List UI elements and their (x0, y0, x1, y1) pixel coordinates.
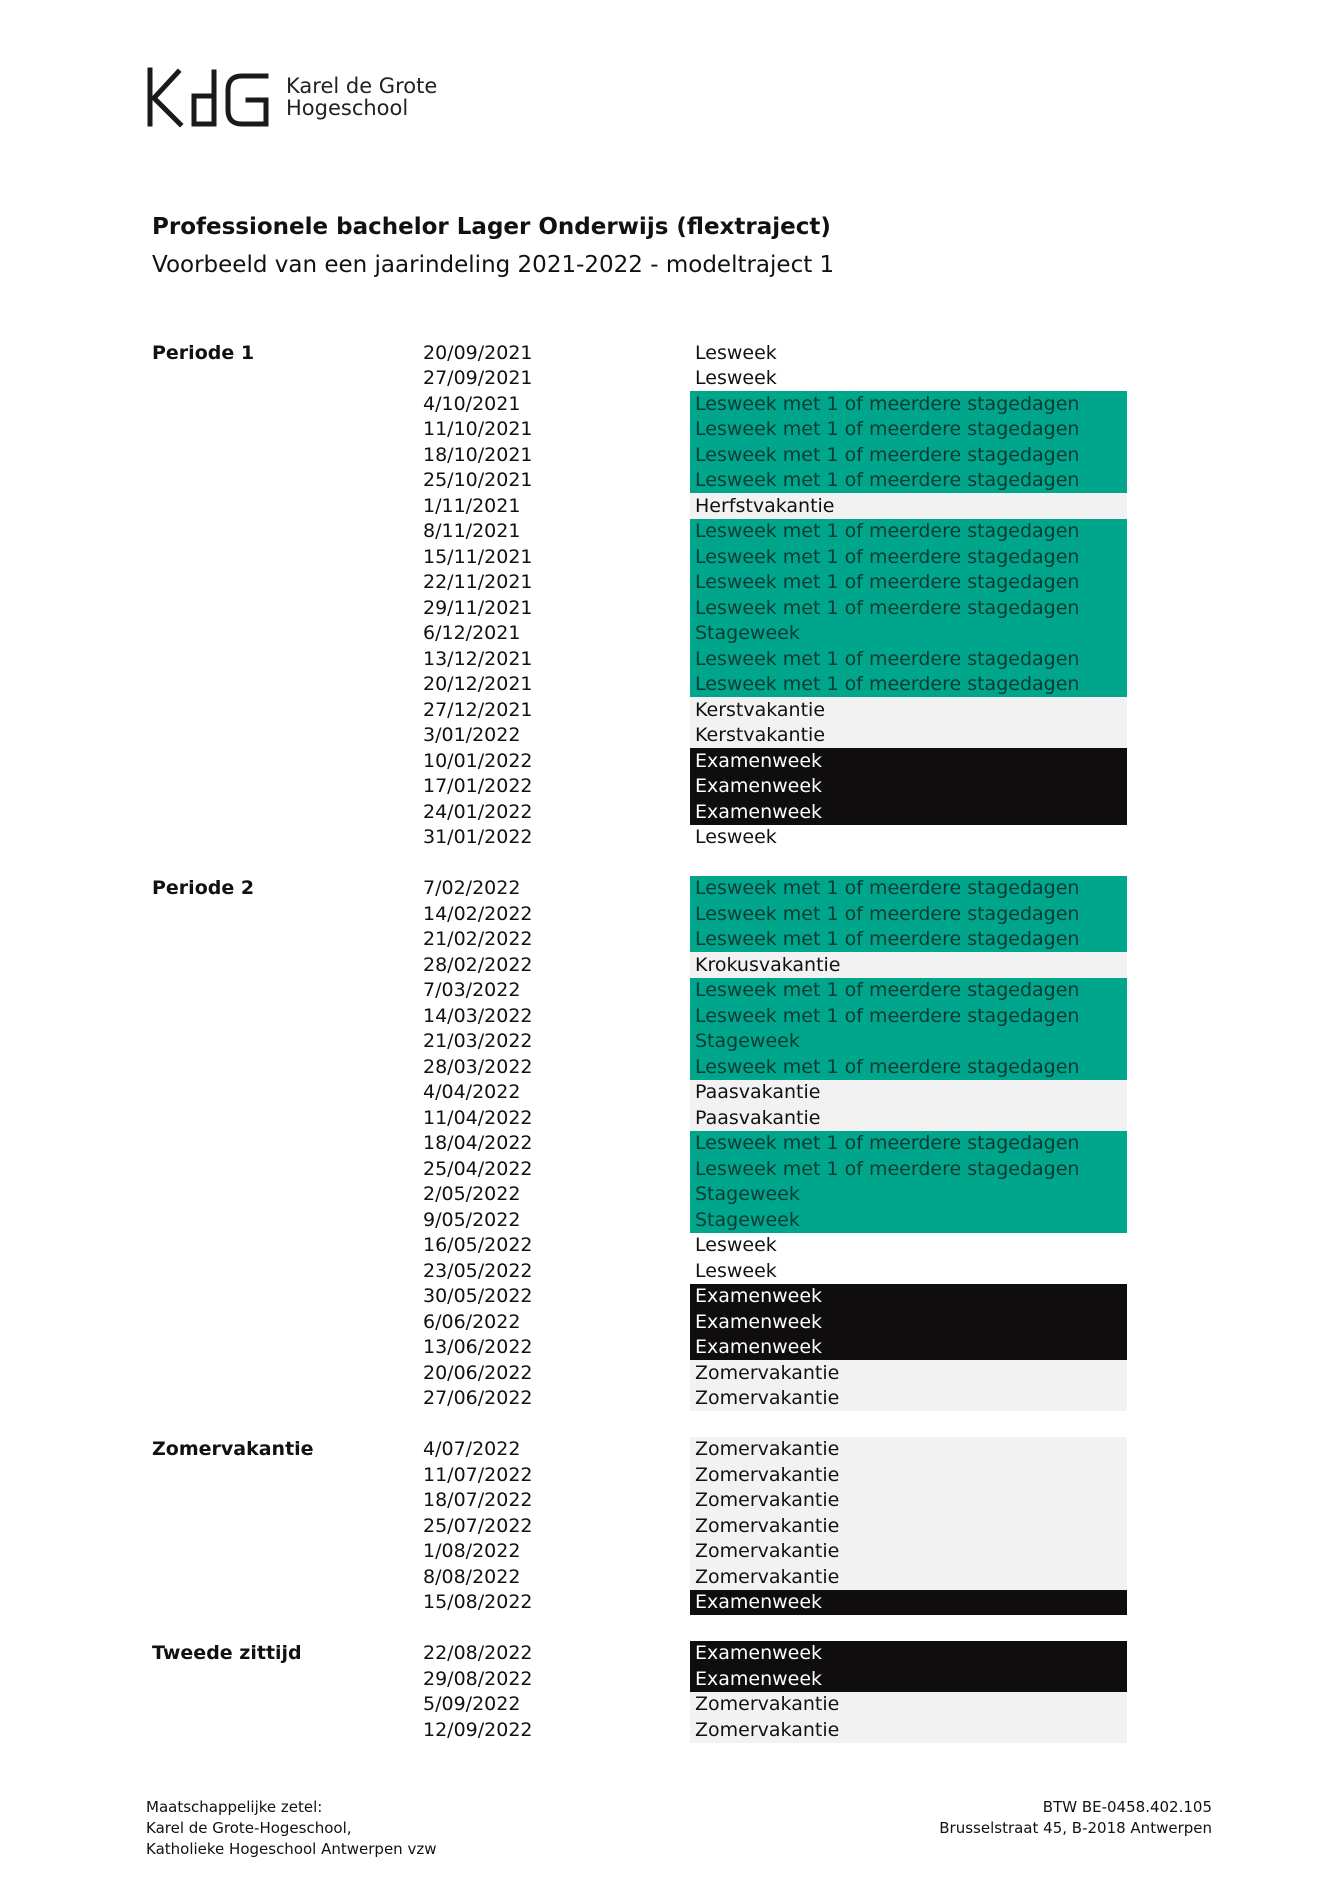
week-status: Zomervakantie (690, 1564, 1127, 1590)
week-status: Zomervakantie (690, 1360, 1127, 1386)
week-status: Lesweek (695, 1234, 777, 1257)
table-row (152, 544, 1132, 570)
table-row (152, 1284, 1132, 1310)
footer-vat (939, 1797, 1212, 1839)
table-row (152, 1105, 1132, 1131)
table-row (152, 876, 1132, 902)
table-row (152, 1054, 1132, 1080)
week-date: 27/06/2022 (423, 1387, 533, 1410)
week-date: 11/04/2022 (423, 1106, 533, 1129)
period-label: Periode 2 (152, 877, 255, 900)
week-date: 8/08/2022 (423, 1565, 521, 1588)
week-date: 15/11/2021 (423, 545, 533, 568)
table-row (152, 1717, 1132, 1743)
kdg-logo (146, 66, 437, 128)
week-date: 21/02/2022 (423, 928, 533, 951)
schedule-section (152, 1641, 1132, 1743)
week-date: 12/09/2022 (423, 1718, 533, 1741)
week-status: Paasvakantie (690, 1080, 1127, 1106)
table-row (152, 1386, 1132, 1412)
week-status: Lesweek met 1 of meerdere stagedagen (690, 1131, 1127, 1157)
table-row (152, 825, 1132, 851)
week-status: Lesweek (695, 826, 777, 849)
week-status: Lesweek met 1 of meerdere stagedagen (690, 978, 1127, 1004)
table-row (152, 493, 1132, 519)
table-row (152, 1182, 1132, 1208)
week-status: Examenweek (690, 774, 1127, 800)
week-status: Lesweek met 1 of meerdere stagedagen (690, 1003, 1127, 1029)
period-label: Tweede zittijd (152, 1642, 302, 1665)
table-row (152, 1564, 1132, 1590)
week-date: 28/02/2022 (423, 953, 533, 976)
week-date: 3/01/2022 (423, 724, 521, 747)
week-status: Zomervakantie (690, 1539, 1127, 1565)
table-row (152, 417, 1132, 443)
table-row (152, 1233, 1132, 1259)
table-row (152, 901, 1132, 927)
week-date: 20/09/2021 (423, 341, 533, 364)
period-label: Zomervakantie (152, 1438, 314, 1461)
week-date: 25/07/2022 (423, 1514, 533, 1537)
page-subtitle: Voorbeeld van een jaarindeling 2021-2022 - modeltraject 1 (152, 252, 835, 278)
week-date: 21/03/2022 (423, 1030, 533, 1053)
week-status: Examenweek (690, 1590, 1127, 1616)
week-date: 13/12/2021 (423, 647, 533, 670)
week-status: Examenweek (690, 1641, 1127, 1667)
table-row (152, 595, 1132, 621)
table-row (152, 1207, 1132, 1233)
week-status: Zomervakantie (690, 1437, 1127, 1463)
footer-left-line: Karel de Grote-Hogeschool, (146, 1819, 352, 1837)
week-status: Examenweek (690, 1335, 1127, 1361)
table-row (152, 1641, 1132, 1667)
table-row (152, 1156, 1132, 1182)
week-status: Paasvakantie (690, 1105, 1127, 1131)
week-status: Lesweek met 1 of meerdere stagedagen (690, 519, 1127, 545)
table-row (152, 1258, 1132, 1284)
week-status: Lesweek met 1 of meerdere stagedagen (690, 468, 1127, 494)
table-row (152, 952, 1132, 978)
logo-wordmark (286, 75, 437, 119)
week-status: Stageweek (690, 1207, 1127, 1233)
table-row (152, 468, 1132, 494)
table-row (152, 1335, 1132, 1361)
table-row (152, 1080, 1132, 1106)
page-title: Professionele bachelor Lager Onderwijs (flextraject) (152, 214, 831, 240)
week-date: 25/04/2022 (423, 1157, 533, 1180)
logo-text-line1: Karel de Grote (286, 74, 438, 98)
week-date: 27/09/2021 (423, 367, 533, 390)
footer-address (146, 1797, 436, 1860)
week-date: 7/02/2022 (423, 877, 521, 900)
schedule-section (152, 1437, 1132, 1616)
table-row (152, 570, 1132, 596)
table-row (152, 799, 1132, 825)
week-date: 11/10/2021 (423, 418, 533, 441)
week-status: Kerstvakantie (690, 723, 1127, 749)
week-date: 20/12/2021 (423, 673, 533, 696)
week-date: 18/10/2021 (423, 443, 533, 466)
logo-text-line2: Hogeschool (286, 96, 409, 120)
week-date: 7/03/2022 (423, 979, 521, 1002)
week-status: Lesweek met 1 of meerdere stagedagen (690, 901, 1127, 927)
table-row (152, 1309, 1132, 1335)
week-date: 14/03/2022 (423, 1004, 533, 1027)
table-row (152, 1590, 1132, 1616)
week-date: 2/05/2022 (423, 1183, 521, 1206)
footer-right-line: Brusselstraat 45, B-2018 Antwerpen (939, 1819, 1212, 1837)
table-row (152, 978, 1132, 1004)
week-status: Zomervakantie (690, 1717, 1127, 1743)
table-row (152, 340, 1132, 366)
week-date: 14/02/2022 (423, 902, 533, 925)
week-status: Zomervakantie (690, 1488, 1127, 1514)
week-status: Examenweek (690, 748, 1127, 774)
table-row (152, 672, 1132, 698)
week-status: Lesweek met 1 of meerdere stagedagen (690, 876, 1127, 902)
table-row (152, 391, 1132, 417)
week-status: Examenweek (690, 1666, 1127, 1692)
week-date: 1/11/2021 (423, 494, 521, 517)
week-date: 9/05/2022 (423, 1208, 521, 1231)
table-row (152, 1666, 1132, 1692)
kdg-logo-mark (146, 66, 274, 128)
week-date: 25/10/2021 (423, 469, 533, 492)
week-date: 6/06/2022 (423, 1310, 521, 1333)
table-row (152, 1488, 1132, 1514)
table-row (152, 1692, 1132, 1718)
table-row (152, 927, 1132, 953)
week-status: Kerstvakantie (690, 697, 1127, 723)
week-date: 20/06/2022 (423, 1361, 533, 1384)
week-date: 4/07/2022 (423, 1438, 521, 1461)
week-status: Lesweek met 1 of meerdere stagedagen (690, 544, 1127, 570)
week-status: Zomervakantie (690, 1386, 1127, 1412)
table-row (152, 646, 1132, 672)
week-date: 23/05/2022 (423, 1259, 533, 1282)
period-label: Periode 1 (152, 341, 255, 364)
week-status: Herfstvakantie (690, 493, 1127, 519)
week-status: Lesweek (695, 1259, 777, 1282)
week-status: Lesweek met 1 of meerdere stagedagen (690, 417, 1127, 443)
week-status: Lesweek met 1 of meerdere stagedagen (690, 570, 1127, 596)
week-status: Zomervakantie (690, 1513, 1127, 1539)
week-date: 30/05/2022 (423, 1285, 533, 1308)
week-date: 17/01/2022 (423, 775, 533, 798)
table-row (152, 697, 1132, 723)
table-row (152, 723, 1132, 749)
week-date: 6/12/2021 (423, 622, 521, 645)
schedule-table (152, 340, 1132, 1768)
week-date: 1/08/2022 (423, 1540, 521, 1563)
week-status: Krokusvakantie (690, 952, 1127, 978)
week-status: Stageweek (690, 621, 1127, 647)
week-date: 27/12/2021 (423, 698, 533, 721)
week-status: Lesweek met 1 of meerdere stagedagen (690, 646, 1127, 672)
week-date: 29/08/2022 (423, 1667, 533, 1690)
table-row (152, 1131, 1132, 1157)
table-row (152, 1029, 1132, 1055)
table-row (152, 519, 1132, 545)
week-status: Zomervakantie (690, 1692, 1127, 1718)
table-row (152, 366, 1132, 392)
schedule-section (152, 876, 1132, 1412)
week-status: Lesweek (695, 341, 777, 364)
week-date: 22/08/2022 (423, 1642, 533, 1665)
table-row (152, 1360, 1132, 1386)
footer-left-line: Maatschappelijke zetel: (146, 1798, 323, 1816)
week-status: Zomervakantie (690, 1462, 1127, 1488)
table-row (152, 1513, 1132, 1539)
table-row (152, 1003, 1132, 1029)
week-status: Examenweek (690, 799, 1127, 825)
footer-right-line: BTW BE-0458.402.105 (1042, 1798, 1212, 1816)
week-date: 18/07/2022 (423, 1489, 533, 1512)
week-date: 15/08/2022 (423, 1591, 533, 1614)
table-row (152, 774, 1132, 800)
week-date: 31/01/2022 (423, 826, 533, 849)
table-row (152, 621, 1132, 647)
week-date: 29/11/2021 (423, 596, 533, 619)
week-status: Lesweek met 1 of meerdere stagedagen (690, 1054, 1127, 1080)
week-date: 28/03/2022 (423, 1055, 533, 1078)
table-row (152, 1437, 1132, 1463)
table-row (152, 748, 1132, 774)
table-row (152, 1462, 1132, 1488)
week-status: Lesweek (695, 367, 777, 390)
week-date: 24/01/2022 (423, 800, 533, 823)
schedule-section (152, 340, 1132, 850)
week-status: Examenweek (690, 1309, 1127, 1335)
week-date: 11/07/2022 (423, 1463, 533, 1486)
week-date: 4/10/2021 (423, 392, 521, 415)
week-status: Lesweek met 1 of meerdere stagedagen (690, 1156, 1127, 1182)
week-status: Lesweek met 1 of meerdere stagedagen (690, 442, 1127, 468)
week-status: Lesweek met 1 of meerdere stagedagen (690, 595, 1127, 621)
week-date: 4/04/2022 (423, 1081, 521, 1104)
week-status: Lesweek met 1 of meerdere stagedagen (690, 672, 1127, 698)
week-date: 18/04/2022 (423, 1132, 533, 1155)
week-status: Stageweek (690, 1182, 1127, 1208)
week-status: Lesweek met 1 of meerdere stagedagen (690, 391, 1127, 417)
table-row (152, 442, 1132, 468)
week-status: Stageweek (690, 1029, 1127, 1055)
week-date: 13/06/2022 (423, 1336, 533, 1359)
table-row (152, 1539, 1132, 1565)
week-date: 16/05/2022 (423, 1234, 533, 1257)
footer-left-line: Katholieke Hogeschool Antwerpen vzw (146, 1840, 437, 1858)
week-status: Lesweek met 1 of meerdere stagedagen (690, 927, 1127, 953)
week-date: 22/11/2021 (423, 571, 533, 594)
week-date: 5/09/2022 (423, 1693, 521, 1716)
week-date: 10/01/2022 (423, 749, 533, 772)
week-date: 8/11/2021 (423, 520, 521, 543)
week-status: Examenweek (690, 1284, 1127, 1310)
